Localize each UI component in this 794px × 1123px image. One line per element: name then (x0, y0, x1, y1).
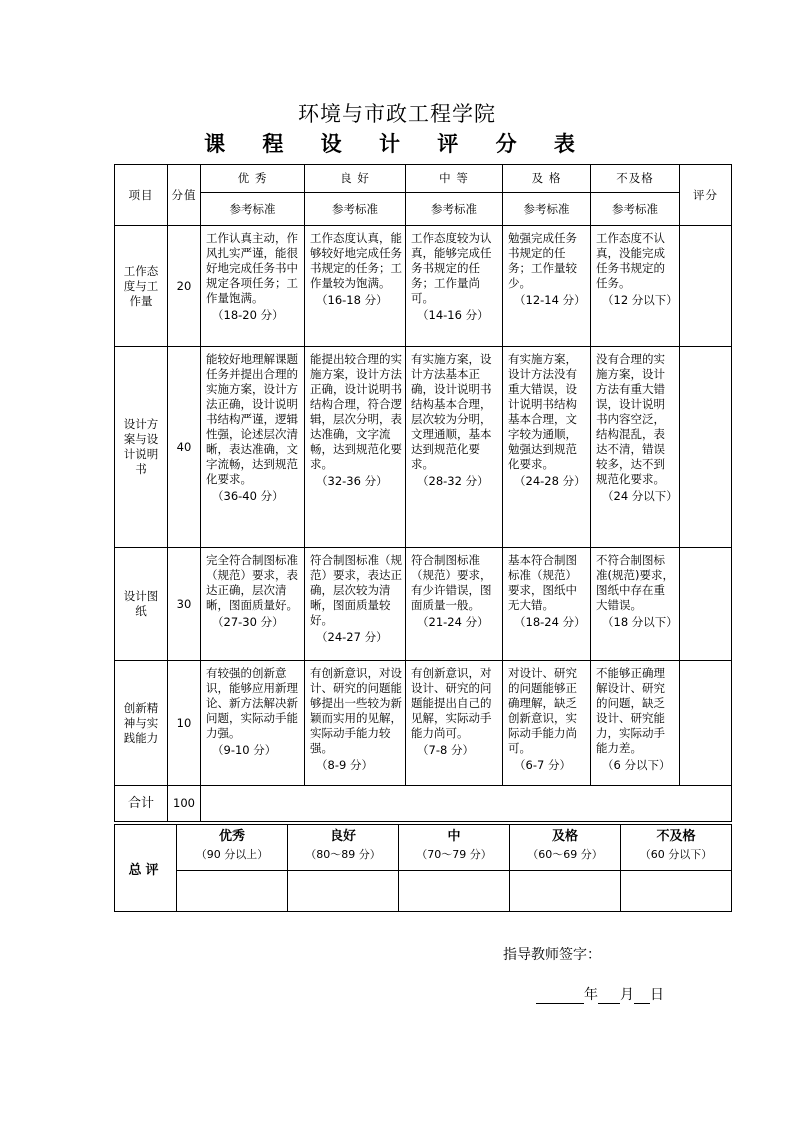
sub-header-standard: 参考标准 (503, 193, 591, 226)
day-blank[interactable] (634, 987, 650, 1004)
criteria-text: 勉强完成任务书规定的任务；工作量较少。 (508, 231, 577, 290)
criteria-text: 工作态度不认真，没能完成任务书规定的任务。 (596, 231, 665, 290)
year-blank[interactable] (536, 987, 584, 1004)
criteria-cell (201, 548, 305, 661)
grade-range: （60 分以下） (639, 848, 713, 861)
score-range: （27-30 分） (212, 615, 284, 629)
form-title: 课 程 设 计 评 分 表 (204, 132, 590, 156)
header-item: 项目 (115, 165, 168, 226)
criteria-text: 没有合理的实施方案，设计方法有重大错误，设计说明书内容空泛，结构混乱，表达不清，错误较多，达不到规范化要求。 (596, 352, 665, 486)
month-label: 月 (620, 987, 634, 1003)
item-points: 40 (168, 347, 201, 548)
score-range: （12-14 分） (514, 293, 586, 307)
criteria-text: 符合制图标准（规范）要求，表达正确，层次较为清晰，图面质量较好。 (310, 553, 402, 627)
grade-header (621, 825, 732, 871)
grade-range: （80～89 分） (305, 848, 381, 861)
institution-title: 环境与市政工程学院 (298, 102, 496, 126)
grade-mark-cell[interactable] (621, 871, 732, 912)
criteria-text: 工作认真主动，作风扎实严谨，能很好地完成任务书中规定各项任务；工作量饱满。 (206, 231, 298, 305)
item-name: 设计图纸 (115, 548, 168, 661)
total-row (115, 786, 732, 822)
score-range: （21-24 分） (417, 615, 489, 629)
criteria-cell (406, 661, 503, 786)
criteria-cell (305, 661, 406, 786)
total-rating-cell[interactable] (201, 786, 732, 822)
sub-header-standard: 参考标准 (406, 193, 503, 226)
criteria-text: 不能够正确理解设计、研究的问题，缺乏设计、研究能力，实际动手能力差。 (596, 666, 665, 755)
header-points: 分值 (168, 165, 201, 226)
criteria-text: 完全符合制图标准（规范）要求，表达正确，层次清晰，图面质量好。 (206, 553, 298, 612)
rating-cell[interactable] (680, 347, 732, 548)
grade-name: 优秀 (218, 829, 245, 844)
rating-cell[interactable] (680, 226, 732, 347)
sub-header-standard: 参考标准 (305, 193, 406, 226)
grade-range: （70～79 分） (416, 848, 492, 861)
table-row (115, 661, 732, 786)
sub-header-standard: 参考标准 (591, 193, 680, 226)
item-points: 30 (168, 548, 201, 661)
score-range: （7-8 分） (417, 743, 474, 757)
item-points: 20 (168, 226, 201, 347)
criteria-cell (503, 548, 591, 661)
criteria-cell (201, 661, 305, 786)
grade-range: （90 分以上） (195, 848, 269, 861)
criteria-cell (406, 347, 503, 548)
criteria-cell (591, 548, 680, 661)
header-level-pass: 及 格 (503, 165, 591, 193)
item-name: 工作态度与工作量 (115, 226, 168, 347)
score-range: （16-18 分） (316, 293, 388, 307)
score-range: （9-10 分） (212, 743, 277, 757)
header-level-excellent: 优 秀 (201, 165, 305, 193)
grade-header (399, 825, 510, 871)
table-row (115, 226, 732, 347)
score-range: （36-40 分） (212, 489, 284, 503)
item-name: 创新精神与实践能力 (115, 661, 168, 786)
year-label: 年 (584, 987, 598, 1003)
header-level-medium: 中 等 (406, 165, 503, 193)
score-range: （14-16 分） (417, 308, 489, 322)
criteria-text: 有创新意识，对设计、研究的问题能够提出一些较为新颖而实用的见解，实际动手能力较强。 (310, 666, 402, 755)
grade-header (510, 825, 621, 871)
criteria-cell (591, 226, 680, 347)
criteria-text: 不符合制图标准(规范)要求，图纸中存在重大错误。 (596, 553, 674, 612)
criteria-cell (201, 347, 305, 548)
criteria-cell (305, 347, 406, 548)
criteria-text: 有实施方案，设计方法没有重大错误，设计说明书结构基本合理，文字较为通顺，勉强达到规范化要求。 (508, 352, 577, 471)
grade-header (288, 825, 399, 871)
score-range: （18 分以下） (602, 615, 678, 629)
table-row (115, 548, 732, 661)
grade-name: 及格 (551, 829, 578, 844)
grade-header (177, 825, 288, 871)
score-range: （6 分以下） (602, 758, 671, 772)
grade-mark-cell[interactable] (399, 871, 510, 912)
criteria-cell (591, 347, 680, 548)
criteria-cell (406, 548, 503, 661)
score-range: （8-9 分） (316, 758, 373, 772)
criteria-cell (406, 226, 503, 347)
criteria-text: 对设计、研究的问题能够正确理解，缺乏创新意识，实际动手能力尚可。 (508, 666, 577, 755)
grade-name: 不及格 (656, 829, 696, 844)
signature-label: 指导教师签字： (503, 947, 601, 963)
grading-table (114, 164, 732, 822)
score-range: （18-20 分） (212, 308, 284, 322)
score-range: （18-24 分） (514, 615, 586, 629)
score-range: （24 分以下） (602, 489, 678, 503)
grade-name: 良好 (329, 829, 356, 844)
criteria-text: 有较强的创新意识，能够应用新理论、新方法解决新问题，实际动手能力强。 (206, 666, 298, 740)
date-line (536, 984, 664, 1004)
criteria-cell (503, 226, 591, 347)
total-points: 100 (168, 786, 201, 822)
criteria-text: 符合制图标准（规范）要求，有少许错误，图面质量一般。 (411, 553, 492, 612)
criteria-text: 能提出较合理的实施方案，设计方法正确，设计说明书结构合理，符合逻辑，层次分明，表达准确，文字流畅，达到规范化要求。 (310, 352, 402, 471)
criteria-cell (305, 548, 406, 661)
total-label: 合计 (115, 786, 168, 822)
grade-mark-cell[interactable] (288, 871, 399, 912)
criteria-text: 工作态度认真，能够较好地完成任务书规定的任务；工作量较为饱满。 (310, 231, 402, 290)
criteria-cell (503, 661, 591, 786)
criteria-text: 有实施方案，设计方法基本正确，设计说明书结构基本合理，层次较为分明，文理通顺，基本达到规范化要求。 (411, 352, 492, 471)
grade-mark-cell[interactable] (510, 871, 621, 912)
criteria-text: 能较好地理解课题任务并提出合理的实施方案，设计方法正确，设计说明书结构严谨，逻辑性强，论述层次清晰，表达准确，文字流畅，达到规范化要求。 (206, 352, 298, 486)
score-range: （12 分以下） (602, 293, 678, 307)
summary-table (114, 824, 732, 912)
score-range: （24-27 分） (316, 630, 388, 644)
table-row (115, 347, 732, 548)
criteria-cell (503, 347, 591, 548)
grade-mark-cell[interactable] (177, 871, 288, 912)
header-level-fail: 不及格 (591, 165, 680, 193)
criteria-text: 工作态度较为认真，能够完成任务书规定的任务；工作量尚可。 (411, 231, 492, 305)
rating-cell[interactable] (680, 661, 732, 786)
header-level-good: 良 好 (305, 165, 406, 193)
item-name: 设计方案与设计说明书 (115, 347, 168, 548)
summary-label: 总评 (115, 825, 177, 912)
criteria-cell (591, 661, 680, 786)
criteria-cell (305, 226, 406, 347)
score-range: （32-36 分） (316, 474, 388, 488)
day-label: 日 (650, 987, 664, 1003)
header-rating: 评分 (680, 165, 732, 226)
rating-cell[interactable] (680, 548, 732, 661)
score-range: （24-28 分） (514, 474, 586, 488)
grade-range: （60～69 分） (527, 848, 603, 861)
grade-name: 中 (447, 829, 461, 844)
score-range: （6-7 分） (514, 758, 571, 772)
criteria-text: 基本符合制图标准（规范）要求，图纸中无大错。 (508, 553, 577, 612)
score-range: （28-32 分） (417, 474, 489, 488)
month-blank[interactable] (598, 987, 620, 1004)
criteria-cell (201, 226, 305, 347)
sub-header-standard: 参考标准 (201, 193, 305, 226)
item-points: 10 (168, 661, 201, 786)
criteria-text: 有创新意识，对设计、研究的问题能提出自己的见解，实际动手能力尚可。 (411, 666, 492, 740)
